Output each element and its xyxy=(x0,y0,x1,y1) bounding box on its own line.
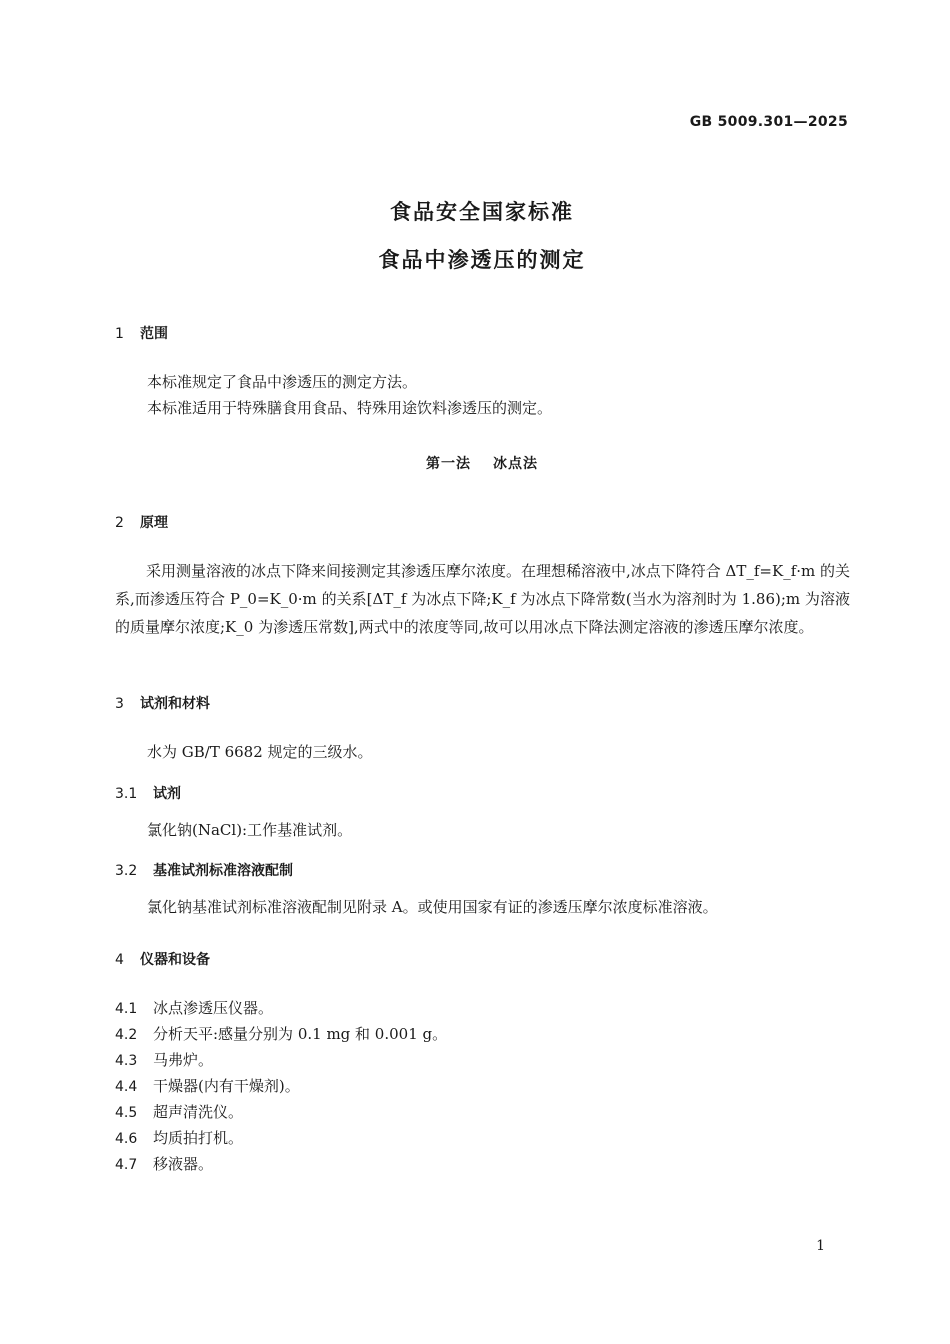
standard-solution-paragraph: 氯化钠基准试剂标准溶液配制见附录 A。或使用国家有证的渗透压摩尔浓度标准溶液。 xyxy=(147,898,718,916)
section-3-heading xyxy=(115,693,210,713)
document-subtitle: 食品中渗透压的测定 xyxy=(378,248,586,272)
item-text: 分析天平:感量分别为 0.1 mg 和 0.001 g。 xyxy=(153,1025,448,1043)
item-number: 4.5 xyxy=(115,1105,138,1121)
section-title: 范围 xyxy=(140,326,168,342)
section-number: 3.1 xyxy=(115,786,138,802)
list-item xyxy=(115,1049,213,1070)
item-text: 马弗炉。 xyxy=(153,1051,214,1069)
list-item xyxy=(115,997,273,1018)
item-text: 移液器。 xyxy=(153,1155,214,1173)
item-text: 均质拍打机。 xyxy=(153,1129,244,1147)
section-title: 原理 xyxy=(140,515,168,531)
section-number: 3 xyxy=(115,696,124,712)
section-title: 试剂和材料 xyxy=(140,696,210,712)
document-title: 食品安全国家标准 xyxy=(390,200,574,224)
item-number: 4.2 xyxy=(115,1027,138,1043)
scope-paragraph-2: 本标准适用于特殊膳食用食品、特殊用途饮料渗透压的测定。 xyxy=(147,399,553,417)
section-4-heading xyxy=(115,949,210,969)
item-text: 干燥器(内有干燥剂)。 xyxy=(153,1077,300,1095)
item-number: 4.7 xyxy=(115,1157,138,1173)
item-text: 超声清洗仪。 xyxy=(153,1103,244,1121)
water-paragraph: 水为 GB/T 6682 规定的三级水。 xyxy=(147,743,373,761)
item-number: 4.3 xyxy=(115,1053,138,1069)
section-title: 试剂 xyxy=(153,786,181,802)
list-item xyxy=(115,1127,243,1148)
page-number: 1 xyxy=(816,1238,825,1254)
method-heading xyxy=(0,453,950,473)
section-title: 基准试剂标准溶液配制 xyxy=(153,863,293,879)
list-item xyxy=(115,1075,300,1096)
section-number: 1 xyxy=(115,326,124,342)
method-name: 第一法 xyxy=(426,456,471,472)
standard-code: GB 5009.301—2025 xyxy=(689,114,848,130)
item-number: 4.4 xyxy=(115,1079,138,1095)
section-title: 仪器和设备 xyxy=(140,952,210,968)
method-title: 冰点法 xyxy=(493,456,538,472)
item-text: 冰点渗透压仪器。 xyxy=(153,999,274,1017)
section-3-2-heading xyxy=(115,860,293,880)
section-number: 2 xyxy=(115,515,124,531)
section-2-heading xyxy=(115,512,168,532)
scope-paragraph-1: 本标准规定了食品中渗透压的测定方法。 xyxy=(147,373,418,391)
item-number: 4.1 xyxy=(115,1001,138,1017)
item-number: 4.6 xyxy=(115,1131,138,1147)
reagent-paragraph: 氯化钠(NaCl):工作基准试剂。 xyxy=(147,821,353,839)
section-1-heading xyxy=(115,323,168,343)
section-number: 3.2 xyxy=(115,863,138,879)
section-3-1-heading xyxy=(115,783,181,803)
list-item xyxy=(115,1101,243,1122)
principle-paragraph: 采用测量溶液的冰点下降来间接测定其渗透压摩尔浓度。在理想稀溶液中,冰点下降符合 ΔT_f=K_f·m 的关系,而渗透压符合 P_0=K_0·m 的关系[ΔT_f 为冰点下降;K_f 为冰点下降常数(当水为溶剂时为 1.86);m 为溶液的质量摩尔浓度;K_0 为渗透压常数],两式中的浓度等同,故可以用冰点下降法测定溶液的渗透压摩尔浓度。 xyxy=(115,562,851,636)
list-item xyxy=(115,1153,213,1174)
section-number: 4 xyxy=(115,952,124,968)
list-item xyxy=(115,1023,447,1044)
